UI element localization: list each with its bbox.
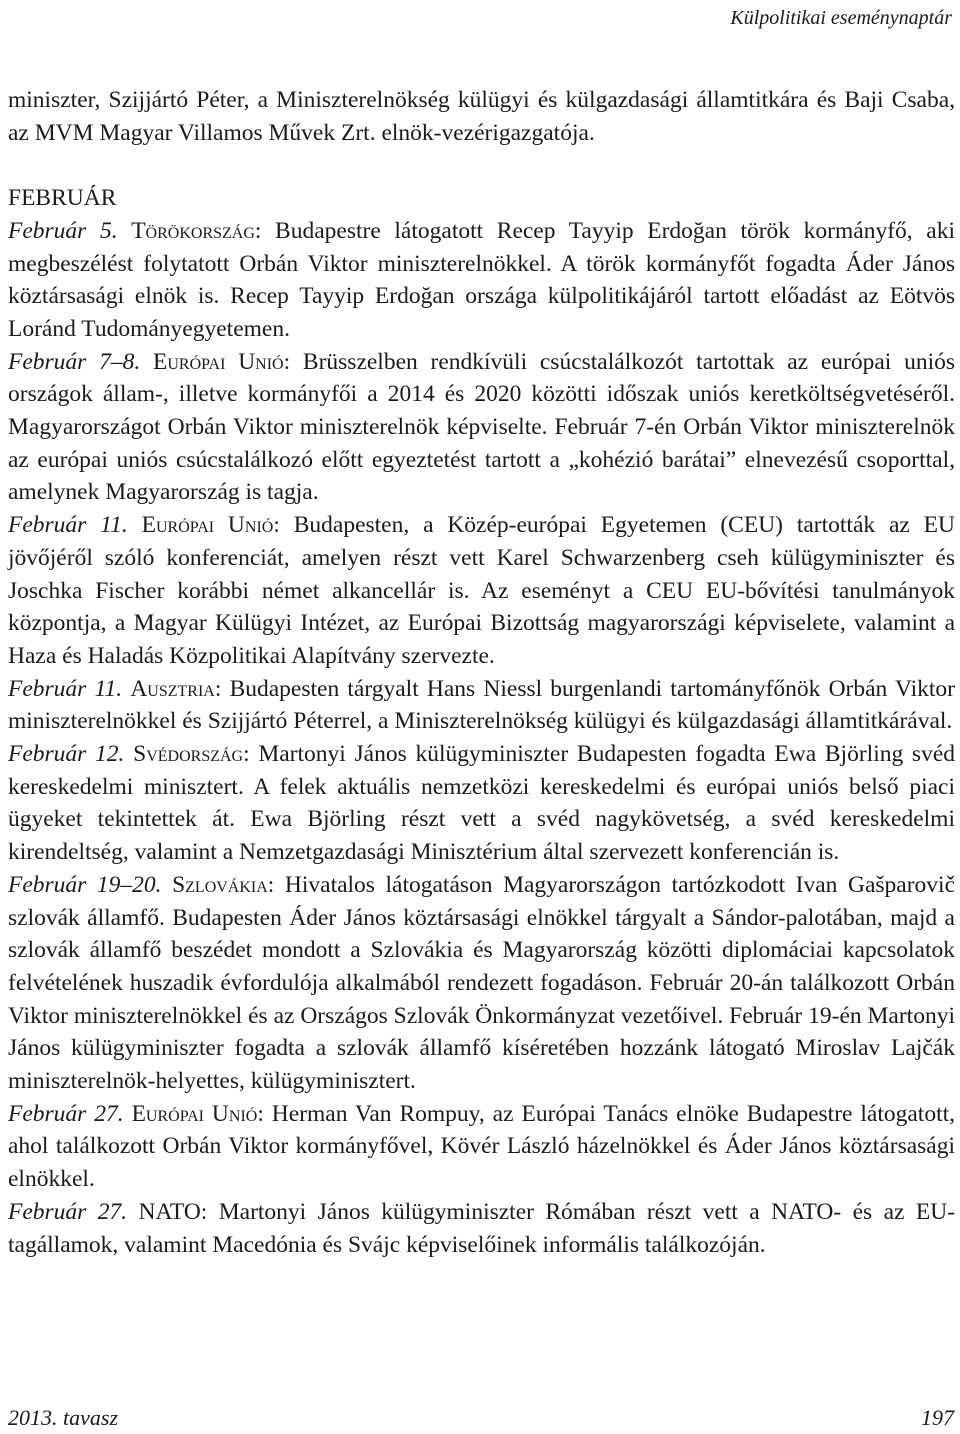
entry	[8, 673, 955, 738]
entry-date: Február 7–8.	[8, 348, 141, 375]
entry-country: Európai Unió:	[152, 348, 291, 375]
entry	[8, 869, 955, 1098]
entry-text: Budapesten tárgyalt Hans Niessl burgenlandi tartományfőnök Orbán Viktor miniszterelnökkel és Szijjártó Péterrel, a Miniszterelnökség külügyi és külgazdasági államtitkárával.	[8, 675, 956, 735]
entry-date: Február 5.	[8, 217, 118, 244]
intro-paragraph: miniszter, Szijjártó Péter, a Miniszterelnökség külügyi és külgazdasági államtitkára és Baji Csaba, az MVM Magyar Villamos Művek Zrt. elnök-vezérigazgatója.	[8, 87, 955, 146]
running-header-title: Külpolitikai eseménynaptár	[730, 7, 952, 29]
entry	[8, 215, 955, 346]
entry-text: Budapestre látogatott Recep Tayyip Erdoğan török kormányfő, aki megbeszélést folytatott Orbán Viktor miniszterelnökkel. A török kormányfőt fogadta Áder János köztársasági elnök is. Recep Tayyip Erdoğan országa külpolitikájáról tartott előadást az Eötvös Loránd Tudományegyetemen.	[8, 217, 955, 342]
entry-date: Február 11.	[8, 675, 123, 702]
entry	[8, 738, 955, 869]
entry-date: Február 11.	[8, 512, 128, 539]
entry-text: Martonyi János külügyminiszter Rómában részt vett a NATO- és az EU-tagállamok, valamint Macedónia és Svájc képviselőinek informális találkozóján.	[8, 1198, 956, 1258]
entry	[8, 1196, 955, 1261]
month-heading: FEBRUÁR	[8, 185, 117, 212]
entry-text: Budapesten, a Közép-európai Egyetemen (CEU) tartották az EU jövőjéről szóló konferenciát, amelyen részt vett Karel Schwarzenberg cseh külügyminiszter és Joschka Fischer korábbi német alkancellár is. Az eseményt a CEU EU-bővítési tanulmányok központja, a Magyar Külügyi Intézet, az Európai Bizottság magyarországi képviselete, valamint a Haza és Haladás Közpolitikai Alapítvány szervezte.	[8, 512, 955, 669]
entry	[8, 509, 955, 673]
entry-country: Svédország:	[133, 741, 250, 768]
entry-country: NATO:	[138, 1198, 208, 1225]
entry-country: Szlovákia:	[172, 871, 275, 898]
entry-date: Február 12.	[8, 741, 125, 768]
footer-page-number: 197	[921, 1405, 954, 1430]
entry-date: Február 27.	[8, 1100, 124, 1127]
entry	[8, 1098, 955, 1196]
entry-date: Február 27.	[8, 1198, 128, 1225]
entry-country: Törökország:	[131, 217, 262, 244]
entry-text: Herman Van Rompuy, az Európai Tanács elnöke Budapestre látogatott, ahol találkozott Orbán Viktor kormányfővel, Kövér László házelnökkel és Áder János köztársasági elnökkel.	[8, 1100, 956, 1193]
entry-country: Európai Unió:	[131, 1100, 264, 1127]
entry-text: Martonyi János külügyminiszter Budapesten fogadta Ewa Björling svéd kereskedelmi minisztert. A felek aktuális nemzetközi kereskedelmi és európai uniós belső piaci ügyeket tekintettek át. Ewa Björling részt vett a svéd nagykövetség, a svéd kereskedelmi kirendeltség, valamint a Nemzetgazdasági Minisztérium által szervezett konferencián is.	[8, 741, 956, 866]
entry-text: Brüsszelben rendkívüli csúcstalálkozót tartottak az európai uniós országok állam-, illetve kormányfői a 2014 és 2020 közötti időszak uniós keretköltségvetéséről. Magyarországot Orbán Viktor miniszterelnök képviselte. Február 7-én Orbán Viktor miniszterelnök az európai uniós csúcstalálkozó előtt egyeztetést tartott a „kohézió barátai” elnevezésű csoporttal, amelynek Magyarország is tagja.	[8, 348, 956, 506]
entry-country: Ausztria:	[130, 675, 222, 702]
article-body	[8, 84, 955, 1261]
entry-text: Hivatalos látogatáson Magyarországon tartózkodott Ivan Gašparovič szlovák államfő. Budapesten Áder János köztársasági elnökkel tárgyalt a Sándor-palotában, majd a szlovák államfő beszédet mondott a Szlovákia és Magyarország közötti diplomáciai kapcsolatok felvételének huszadik évfordulója alkalmából rendezett fogadáson. Február 20-án találkozott Orbán Viktor miniszterelnökkel és az Országos Szlovák Önkormányzat vezetőivel. Február 19-én Martonyi János külügyminiszter fogadta a szlovák államfő kíséretében hozzánk látogató Miroslav Lajčák miniszterelnök-helyettes, külügyminisztert.	[8, 871, 956, 1095]
entry-date: Február 19–20.	[8, 871, 162, 898]
entry-country: Európai Unió:	[141, 512, 280, 539]
entry	[8, 346, 955, 510]
footer-issue: 2013. tavasz	[8, 1405, 118, 1430]
